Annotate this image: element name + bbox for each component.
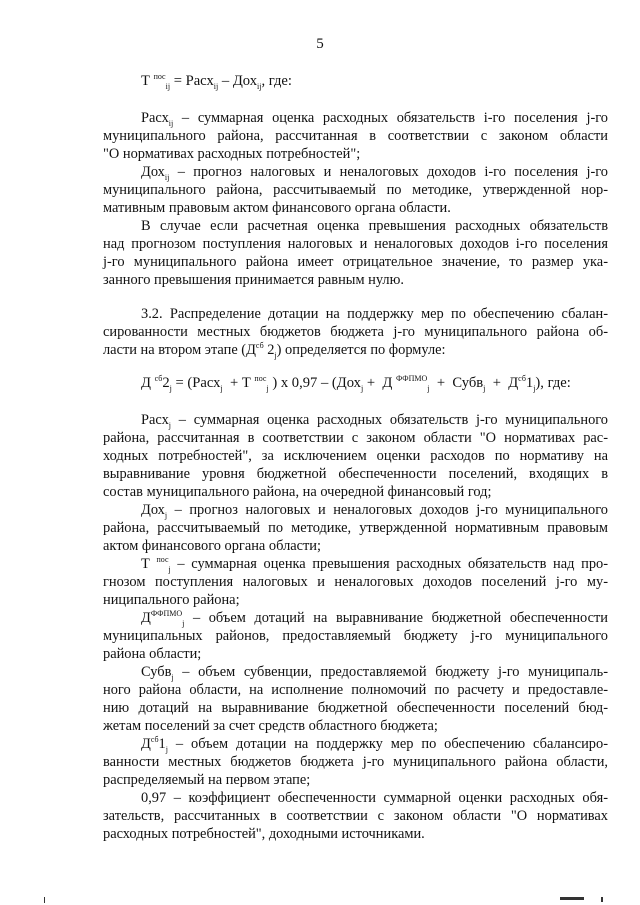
text-line: зательств, рассчитанных в соответствии с законом области "О нормативах [103,808,608,824]
text-line: района, рассчитываемый по методике, утвержденной нормативным правовым [103,520,608,536]
text-line: $Д^{ФФПМО}_j$ – объем дотаций на выравнивание бюджетной обеспеченности [141,609,608,628]
text-line: "О нормативах расходных потребностей"; [103,146,361,162]
text-line: района области; [103,646,202,662]
text-line: В случае если расчетная оценка превышения расходных обязательств [141,218,608,234]
text-line: 0,97 – коэффициент обеспеченности суммарной оценки расходных обя- [141,790,608,806]
scan-mark [44,897,45,903]
text-line: состав муниципального района, на очередной финансовый год; [103,484,492,500]
text-line: муниципального района, рассчитанная в соответствии с законом области [103,128,608,144]
page-number: 5 [316,36,324,52]
text-line: Расх$_j$ – суммарная оценка расходных обязательств j-го муниципального [141,412,608,430]
text-line: нию дотаций на выравнивание бюджетной обеспеченности поселений бюд- [103,700,608,716]
text-line: мативным правовым актом финансового органа области. [103,200,451,216]
text-line: распределяемый на первом этапе; [103,772,311,788]
text-line: ванности местных бюджетов бюджета j-го муниципального района области, [103,754,608,770]
text-line: ласти на втором этапе ($Д^{сб}$ $2_j$) определяется по формуле: [103,341,446,360]
text-line: района, рассчитанная в соответствии с законом области "О нормативах рас- [103,430,608,446]
formula-distribution: Д $^{сб}2_j$ = (Расх$_j$ + Т $^{пос}_j$ ) х 0,97 – (Дох$_j$ + Д $^{ФФПМО}_j$ + Субв$_j$ + $Д^{сб}1_j$), где: [141,374,571,393]
scan-mark [601,897,603,902]
text-line: ного района области, на исполнение полномочий по расчету и предоставле- [103,682,608,698]
text-line: Дох$_{ij}$ – прогноз налоговых и неналоговых доходов i-го поселения j-го [141,164,608,182]
text-line: j-го муниципального района имеет отрицательное значение, то размер ука- [103,254,608,270]
text-line: Расх$_{ij}$ – суммарная оценка расходных обязательств i-го поселения j-го [141,110,608,128]
text-line: над прогнозом поступления налоговых и неналоговых доходов i-го поселения [103,236,608,252]
text-line: муниципального района, рассчитываемый по методике, утвержденной нор- [103,182,608,198]
text-line: Субв$_j$ – объем субвенции, предоставляемой бюджету j-го муниципаль- [141,664,608,682]
text-line: гнозом поступления налоговых и неналоговых доходов поселений j-го му- [103,574,608,590]
text-line: выравнивание уровня бюджетной обеспеченности поселений, входящих в [103,466,608,482]
text-line: сированности местных бюджетов бюджета j-го муниципального района об- [103,324,608,340]
text-line: Дох$_j$ – прогноз налоговых и неналоговых доходов j-го муниципального [141,502,608,520]
text-line: занного превышения принимается равным нулю. [103,272,404,288]
text-line: ниципального района; [103,592,240,608]
text-line: расходных потребностей", доходными источниками. [103,826,425,842]
text-line: 3.2. Распределение дотации на поддержку мер по обеспечению сбалан- [141,306,608,322]
scan-barcode-mark [560,897,584,900]
text-line: актом финансового органа области; [103,538,322,554]
text-line: $Д^{сб}1_j$ – объем дотации на поддержку мер по обеспечению сбалансиро- [141,735,608,754]
text-line: Т $^{пос}_j$ – суммарная оценка превышения расходных обязательств над про- [141,555,609,574]
text-line: муниципальных районов, предоставляемый бюджету j-го муниципального [103,628,608,644]
text-line: жетам поселений за счет средств областного бюджета; [103,718,438,734]
formula-surplus: Т $^{пос}_{ij}$ = Расх$_{ij}$ – Дох$_{ij}$, где: [141,72,292,91]
text-line: ходных потребностей", за исключением оценки расходов по нормативу на [103,448,608,464]
